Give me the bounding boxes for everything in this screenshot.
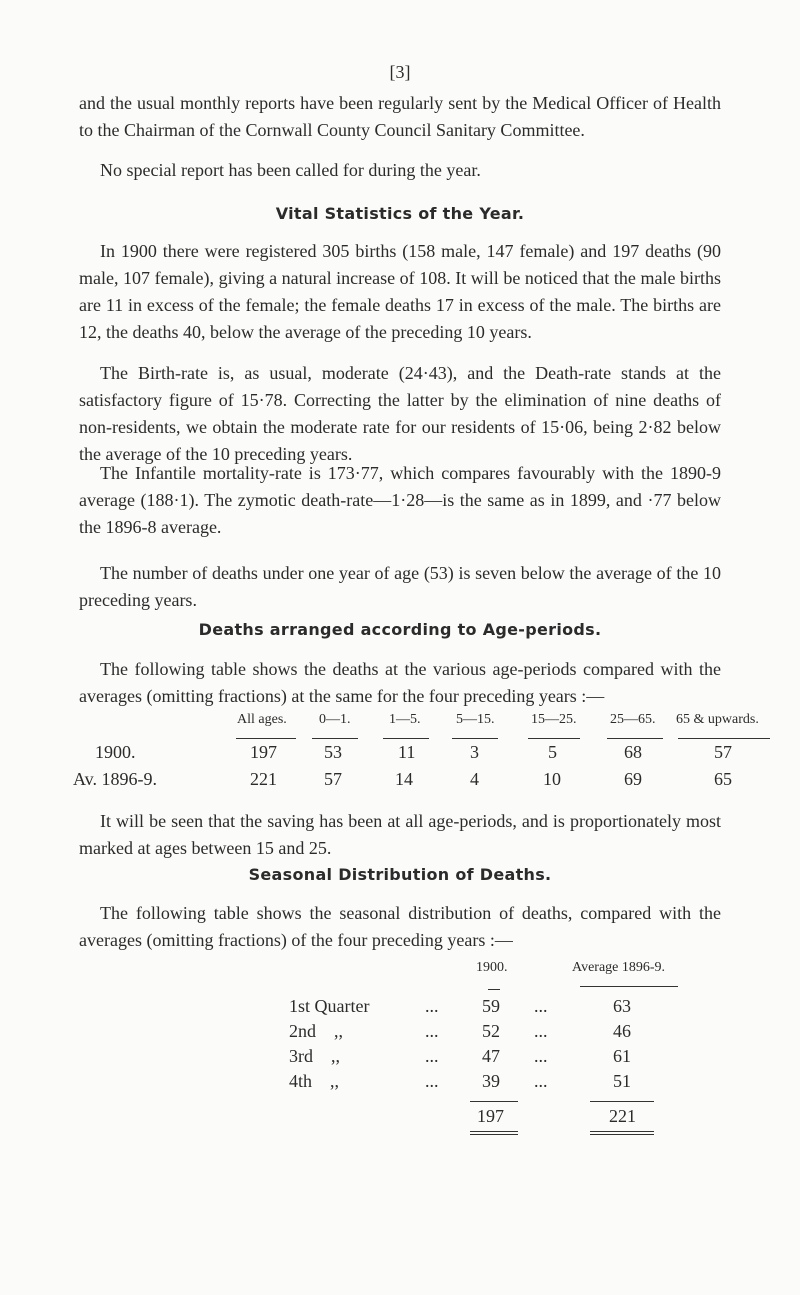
seasonal-total-double-rule <box>590 1134 654 1135</box>
age-cell: 11 <box>398 742 416 762</box>
seasonal-row-label: 2nd ,, <box>289 1021 343 1041</box>
age-cell: 69 <box>624 769 642 789</box>
seasonal-intro-paragraph: The following table shows the seasonal distribution of deaths, compared with the averages (omitting fractions) of the four preceding years :— <box>79 903 721 950</box>
seasonal-leader: ... <box>425 1021 439 1041</box>
age-cell: 4 <box>470 769 479 789</box>
age-cell: 14 <box>395 769 413 789</box>
seasonal-row-label: 4th ,, <box>289 1071 340 1091</box>
age-col-15-25: 15—25. <box>531 712 577 727</box>
age-cell: 68 <box>624 742 642 762</box>
age-col-5-15: 5—15. <box>456 712 495 727</box>
age-col-25-65: 25—65. <box>610 712 656 727</box>
age-cell: 197 <box>250 742 277 762</box>
age-intro-paragraph: The following table shows the deaths at the various age-periods compared with the averages (omitting fractions) at the same for the four preceding years :— <box>79 659 721 706</box>
seasonal-total-average: 221 <box>609 1106 636 1126</box>
intro-paragraph-2: No special report has been called for during the year. <box>100 160 481 180</box>
seasonal-header-dash <box>488 989 500 990</box>
seasonal-cell-1900: 39 <box>482 1071 500 1091</box>
intro-paragraph-1: and the usual monthly reports have been regularly sent by the Medical Officer of Health to the Chairman of the Cornwall County Council Sanitary Committee. <box>79 93 721 140</box>
seasonal-total-double-rule <box>590 1131 654 1132</box>
age-rule <box>607 738 663 739</box>
age-cell: 57 <box>714 742 732 762</box>
age-rule <box>528 738 580 739</box>
seasonal-leader: ... <box>425 1071 439 1091</box>
seasonal-total-rule <box>470 1101 518 1102</box>
vital-paragraph-3: The Infantile mortality-rate is 173·77, which compares favourably with the 1890-9 average (188·1). The zymotic death-rate—1·28—is the same as in 1899, and ·77 below the 1896-8 average. <box>79 463 721 537</box>
seasonal-leader: ... <box>425 1046 439 1066</box>
seasonal-row-label: 1st Quarter <box>289 996 370 1016</box>
age-cell: 57 <box>324 769 342 789</box>
vital-paragraph-1: In 1900 there were registered 305 births (158 male, 147 female) and 197 deaths (90 male, 107 female), giving a natural increase of 108. It will be noticed that the male births are 11 in excess of the female; the female deaths 17 in excess of the male. The births are 12, the deaths 40, below the average of the preceding 10 years. <box>79 241 721 342</box>
age-conclusion-paragraph: It will be seen that the saving has been at all age-periods, and is proportionately most marked at ages between 15 and 25. <box>79 811 721 858</box>
age-cell: 10 <box>543 769 561 789</box>
age-cell: 53 <box>324 742 342 762</box>
seasonal-cell-average: 63 <box>613 996 631 1016</box>
age-col-65-upwards: 65 & upwards. <box>676 712 759 727</box>
age-rule <box>452 738 498 739</box>
seasonal-total-double-rule <box>470 1131 518 1132</box>
seasonal-cell-1900: 59 <box>482 996 500 1016</box>
seasonal-leader: ... <box>534 1021 548 1041</box>
seasonal-leader: ... <box>534 1071 548 1091</box>
age-rule <box>312 738 358 739</box>
heading-seasonal-distribution: Seasonal Distribution of Deaths. <box>248 865 552 884</box>
age-cell: 5 <box>548 742 557 762</box>
age-cell: 3 <box>470 742 479 762</box>
seasonal-leader: ... <box>534 996 548 1016</box>
seasonal-cell-average: 51 <box>613 1071 631 1091</box>
seasonal-leader: ... <box>425 996 439 1016</box>
seasonal-total-double-rule <box>470 1134 518 1135</box>
age-cell: 65 <box>714 769 732 789</box>
age-col-all-ages: All ages. <box>237 712 287 727</box>
seasonal-total-1900: 197 <box>477 1106 504 1126</box>
heading-age-periods: Deaths arranged according to Age-periods. <box>198 620 602 639</box>
page-number: [3] <box>389 62 411 82</box>
seasonal-cell-average: 46 <box>613 1021 631 1041</box>
age-row-label-average: Av. 1896-9. <box>73 769 157 789</box>
heading-vital-statistics: Vital Statistics of the Year. <box>275 204 525 223</box>
age-rule <box>236 738 296 739</box>
seasonal-cell-1900: 47 <box>482 1046 500 1066</box>
vital-paragraph-4: The number of deaths under one year of age (53) is seven below the average of the 10 preceding years. <box>79 563 721 610</box>
seasonal-col-average: Average 1896-9. <box>572 960 666 975</box>
age-col-1-5: 1—5. <box>389 712 421 727</box>
seasonal-total-rule <box>590 1101 654 1102</box>
age-rule <box>383 738 429 739</box>
age-col-0-1: 0—1. <box>319 712 351 727</box>
seasonal-cell-average: 61 <box>613 1046 631 1066</box>
seasonal-col-1900: 1900. <box>476 960 508 975</box>
vital-paragraph-2: The Birth-rate is, as usual, moderate (24·43), and the Death-rate stands at the satisfactory figure of 15·78. Correcting the latter by the elimination of nine deaths of non-residents, we obtain the moderate rate for our residents of 15·06, being 2·82 below the average of the 10 preceding years. <box>79 363 721 464</box>
age-row-label-1900: 1900. <box>95 742 136 762</box>
age-cell: 221 <box>250 769 277 789</box>
seasonal-header-rule <box>580 986 678 987</box>
seasonal-leader: ... <box>534 1046 548 1066</box>
seasonal-cell-1900: 52 <box>482 1021 500 1041</box>
age-rule <box>678 738 770 739</box>
seasonal-row-label: 3rd ,, <box>289 1046 340 1066</box>
